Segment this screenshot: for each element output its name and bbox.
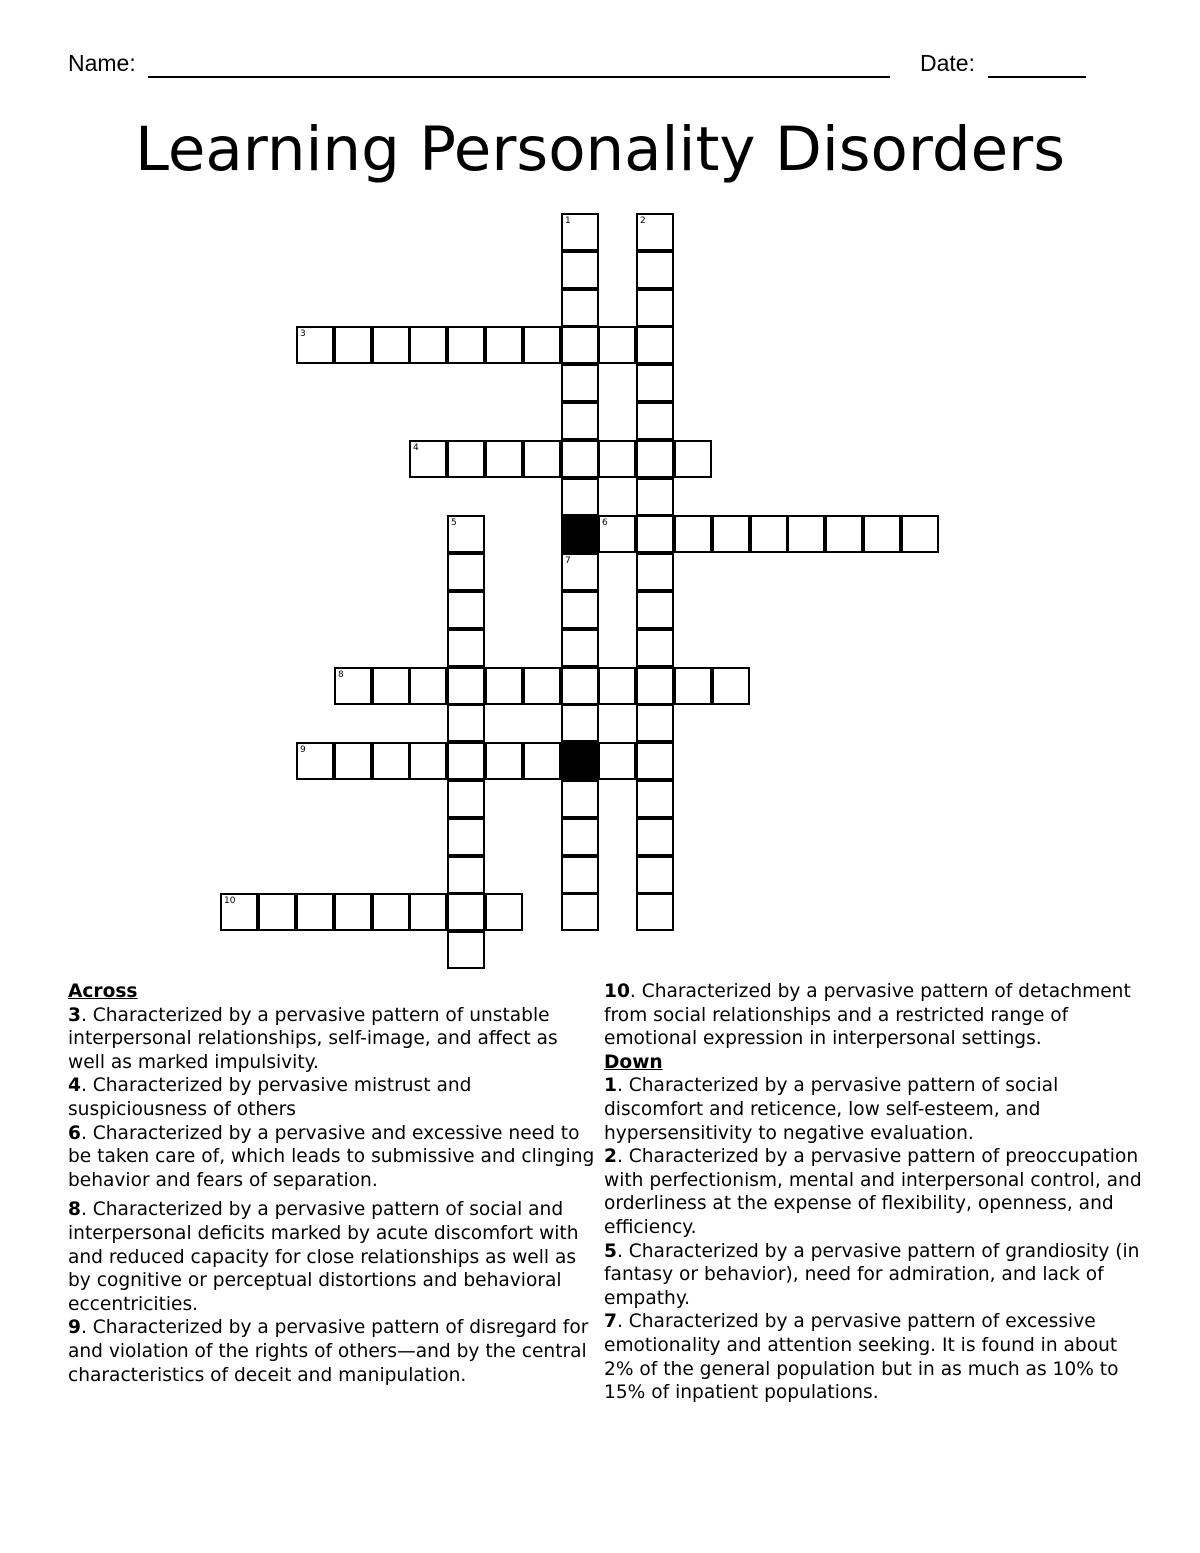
grid-cell[interactable] — [220, 893, 258, 931]
grid-cell[interactable] — [561, 478, 599, 516]
grid-cell[interactable] — [334, 326, 372, 364]
grid-cell[interactable] — [447, 704, 485, 742]
grid-cell[interactable] — [409, 440, 447, 478]
clue-down-5: 5. Characterized by a pervasive pattern of grandiosity (in fantasy or behavior), need for admiration, and lack of empathy. — [604, 1240, 1140, 1309]
clue-text: Characterized by a pervasive pattern of preoccupation with perfectionism, mental and interpersonal control, and orderliness at the expense of flexibility, openness, and efficiency. — [604, 1146, 1142, 1238]
grid-cell[interactable] — [598, 440, 636, 478]
grid-cell[interactable] — [636, 629, 674, 667]
grid-cell[interactable] — [901, 515, 939, 553]
grid-cell[interactable] — [447, 515, 485, 553]
name-date-header — [68, 48, 1088, 82]
grid-cell[interactable] — [561, 893, 599, 931]
clue-number-label: 7 — [565, 556, 571, 566]
clue-number-label: 6 — [602, 518, 608, 528]
clue-text: Characterized by a pervasive pattern of grandiosity (in fantasy or behavior), need for admiration, and lack of empathy. — [604, 1240, 1140, 1309]
grid-cell[interactable] — [561, 289, 599, 327]
grid-cell[interactable] — [409, 893, 447, 931]
grid-cell[interactable] — [447, 667, 485, 705]
grid-cell[interactable] — [636, 478, 674, 516]
grid-cell[interactable] — [561, 326, 599, 364]
clue-text: Characterized by pervasive mistrust and suspiciousness of others — [68, 1075, 472, 1120]
clues-left-column — [68, 980, 598, 1387]
clue-down-2: 2. Characterized by a pervasive pattern of preoccupation with perfectionism, mental and interpersonal control, and orderliness at the expense of flexibility, openness, and efficiency. — [604, 1146, 1142, 1238]
grid-cell[interactable] — [561, 364, 599, 402]
grid-cell[interactable] — [636, 704, 674, 742]
grid-cell[interactable] — [485, 440, 523, 478]
grid-cell[interactable] — [636, 440, 674, 478]
grid-cell[interactable] — [636, 742, 674, 780]
clue-text: Characterized by a pervasive pattern of unstable interpersonal relationships, self-image, and affect as well as marked impulsivity. — [68, 1004, 558, 1073]
clue-down-7: 7. Characterized by a pervasive pattern of excessive emotionality and attention seeking. It is found in about 2% of the general population but in as much as 10% to 15% of inpatient populations. — [604, 1311, 1119, 1404]
clue-number-label: 2 — [640, 216, 646, 226]
grid-cell[interactable] — [334, 667, 372, 705]
grid-cell[interactable] — [598, 515, 636, 553]
grid-cell[interactable] — [296, 326, 334, 364]
clue-number-label: 4 — [413, 443, 419, 453]
grid-cell[interactable] — [561, 440, 599, 478]
grid-cell[interactable] — [296, 893, 334, 931]
grid-cell[interactable] — [636, 289, 674, 327]
grid-cell[interactable] — [523, 667, 561, 705]
clue-number: 1 — [604, 1075, 617, 1097]
grid-cell[interactable] — [561, 856, 599, 894]
grid-cell[interactable] — [561, 780, 599, 818]
grid-cell[interactable] — [561, 591, 599, 629]
grid-cell[interactable] — [750, 515, 788, 553]
grid-cell[interactable] — [787, 515, 825, 553]
grid-cell[interactable] — [636, 856, 674, 894]
grid-cell[interactable] — [636, 515, 674, 553]
grid-cell[interactable] — [636, 251, 674, 289]
grid-cell[interactable] — [372, 742, 410, 780]
grid-cell[interactable] — [561, 818, 599, 856]
grid-cell[interactable] — [409, 742, 447, 780]
clue-across-6: 6. Characterized by a pervasive and excessive need to be taken care of, which leads to submissive and clinging behavior and fears of separation. — [68, 1122, 595, 1191]
clue-across-4: 4. Characterized by pervasive mistrust and suspiciousness of others — [68, 1075, 472, 1120]
grid-cell[interactable] — [523, 326, 561, 364]
grid-cell[interactable] — [863, 515, 901, 553]
clue-number: 8 — [68, 1199, 81, 1221]
grid-cell[interactable] — [485, 742, 523, 780]
grid-cell[interactable] — [561, 704, 599, 742]
clue-number-label: 1 — [565, 216, 571, 226]
grid-cell[interactable] — [447, 931, 485, 969]
grid-cell[interactable] — [636, 667, 674, 705]
grid-cell[interactable] — [674, 515, 712, 553]
grid-cell[interactable] — [636, 553, 674, 591]
clue-number: 4 — [68, 1075, 81, 1097]
black-square — [561, 742, 599, 780]
grid-cell[interactable] — [334, 893, 372, 931]
clue-number-label: 8 — [338, 670, 344, 680]
clue-number-label: 3 — [300, 329, 306, 339]
clue-number: 3 — [68, 1004, 81, 1026]
grid-cell[interactable] — [561, 402, 599, 440]
grid-cell[interactable] — [561, 251, 599, 289]
clue-text: Characterized by a pervasive pattern of social discomfort and reticence, low self-esteem, and hypersensitivity to negative evaluation. — [604, 1075, 1059, 1144]
grid-cell[interactable] — [636, 591, 674, 629]
grid-cell[interactable] — [598, 742, 636, 780]
grid-cell[interactable] — [598, 667, 636, 705]
grid-cell[interactable] — [447, 818, 485, 856]
across-heading: Across — [68, 981, 138, 1002]
grid-cell[interactable] — [523, 742, 561, 780]
grid-cell[interactable] — [485, 893, 523, 931]
clue-number: 5 — [604, 1240, 617, 1262]
grid-cell[interactable] — [334, 742, 372, 780]
grid-cell[interactable] — [636, 326, 674, 364]
clue-number-label: 9 — [300, 745, 306, 755]
black-square — [561, 515, 599, 553]
clue-number: 2 — [604, 1146, 617, 1168]
grid-cell[interactable] — [372, 667, 410, 705]
grid-cell[interactable] — [447, 893, 485, 931]
grid-cell[interactable] — [447, 629, 485, 667]
grid-cell[interactable] — [561, 667, 599, 705]
grid-cell[interactable] — [523, 440, 561, 478]
grid-cell[interactable] — [674, 440, 712, 478]
grid-cell[interactable] — [636, 213, 674, 251]
grid-cell[interactable] — [598, 326, 636, 364]
grid-cell[interactable] — [296, 742, 334, 780]
grid-cell[interactable] — [447, 742, 485, 780]
clue-across-9: 9. Characterized by a pervasive pattern of disregard for and violation of the rights of others—and by the central characteristics of deceit and manipulation. — [68, 1317, 589, 1386]
grid-cell[interactable] — [447, 591, 485, 629]
grid-cell[interactable] — [447, 440, 485, 478]
grid-cell[interactable] — [409, 667, 447, 705]
name-label: Name: — [68, 50, 136, 76]
clue-text: Characterized by a pervasive pattern of excessive emotionality and attention seeking. It is found in about 2% of the general population but in as much as 10% to 15% of inpatient populations. — [604, 1311, 1119, 1404]
page-title: Learning Personality Disorders — [134, 114, 1065, 185]
grid-cell[interactable] — [636, 364, 674, 402]
name-field[interactable] — [148, 76, 890, 78]
grid-cell[interactable] — [636, 893, 674, 931]
clue-across-10: 10. Characterized by a pervasive pattern of detachment from social relationships and a restricted range of emotional expression in interpersonal settings. — [604, 981, 1131, 1050]
grid-cell[interactable] — [372, 893, 410, 931]
grid-cell[interactable] — [636, 780, 674, 818]
down-heading: Down — [604, 1051, 663, 1073]
grid-cell[interactable] — [447, 780, 485, 818]
grid-cell[interactable] — [674, 667, 712, 705]
grid-cell[interactable] — [372, 326, 410, 364]
grid-cell[interactable] — [447, 326, 485, 364]
clue-text: Characterized by a pervasive pattern of detachment from social relationships and a restricted range of emotional expression in interpersonal settings. — [604, 981, 1131, 1050]
clue-number: 6 — [68, 1122, 81, 1144]
clue-across-3: 3. Characterized by a pervasive pattern of unstable interpersonal relationships, self-image, and affect as well as marked impulsivity. — [68, 1004, 558, 1073]
grid-cell[interactable] — [258, 893, 296, 931]
clue-number: 10 — [604, 981, 630, 1002]
clue-number: 9 — [68, 1317, 81, 1339]
clue-number: 7 — [604, 1311, 617, 1333]
grid-cell[interactable] — [561, 213, 599, 251]
grid-cell[interactable] — [409, 326, 447, 364]
grid-cell[interactable] — [447, 856, 485, 894]
clue-down-1: 1. Characterized by a pervasive pattern of social discomfort and reticence, low self-esteem, and hypersensitivity to negative evaluation. — [604, 1075, 1059, 1144]
grid-cell[interactable] — [636, 402, 674, 440]
date-field[interactable] — [988, 76, 1086, 78]
grid-cell[interactable] — [485, 326, 523, 364]
grid-cell[interactable] — [561, 553, 599, 591]
grid-cell[interactable] — [712, 667, 750, 705]
clue-number-label: 5 — [451, 518, 457, 528]
grid-cell[interactable] — [561, 629, 599, 667]
clues-right-column — [604, 980, 1144, 1405]
grid-cell[interactable] — [447, 553, 485, 591]
clue-across-8: 8. Characterized by a pervasive pattern of social and interpersonal deficits marked by acute discomfort with and reduced capacity for close relationships as well as by cognitive or perceptual distortions and behavioral eccentricities. — [68, 1199, 579, 1315]
date-label: Date: — [920, 50, 975, 76]
clue-text: Characterized by a pervasive pattern of social and interpersonal deficits marked by acute discomfort with and reduced capacity for close relationships as well as by cognitive or perceptual distortions and behavioral eccentricities. — [68, 1199, 579, 1315]
grid-cell[interactable] — [825, 515, 863, 553]
clue-number-label: 10 — [224, 896, 236, 906]
grid-cell[interactable] — [485, 667, 523, 705]
clue-text: Characterized by a pervasive pattern of disregard for and violation of the rights of others—and by the central characteristics of deceit and manipulation. — [68, 1317, 589, 1386]
grid-cell[interactable] — [636, 818, 674, 856]
clue-text: Characterized by a pervasive and excessive need to be taken care of, which leads to submissive and clinging behavior and fears of separation. — [68, 1122, 595, 1191]
grid-cell[interactable] — [712, 515, 750, 553]
